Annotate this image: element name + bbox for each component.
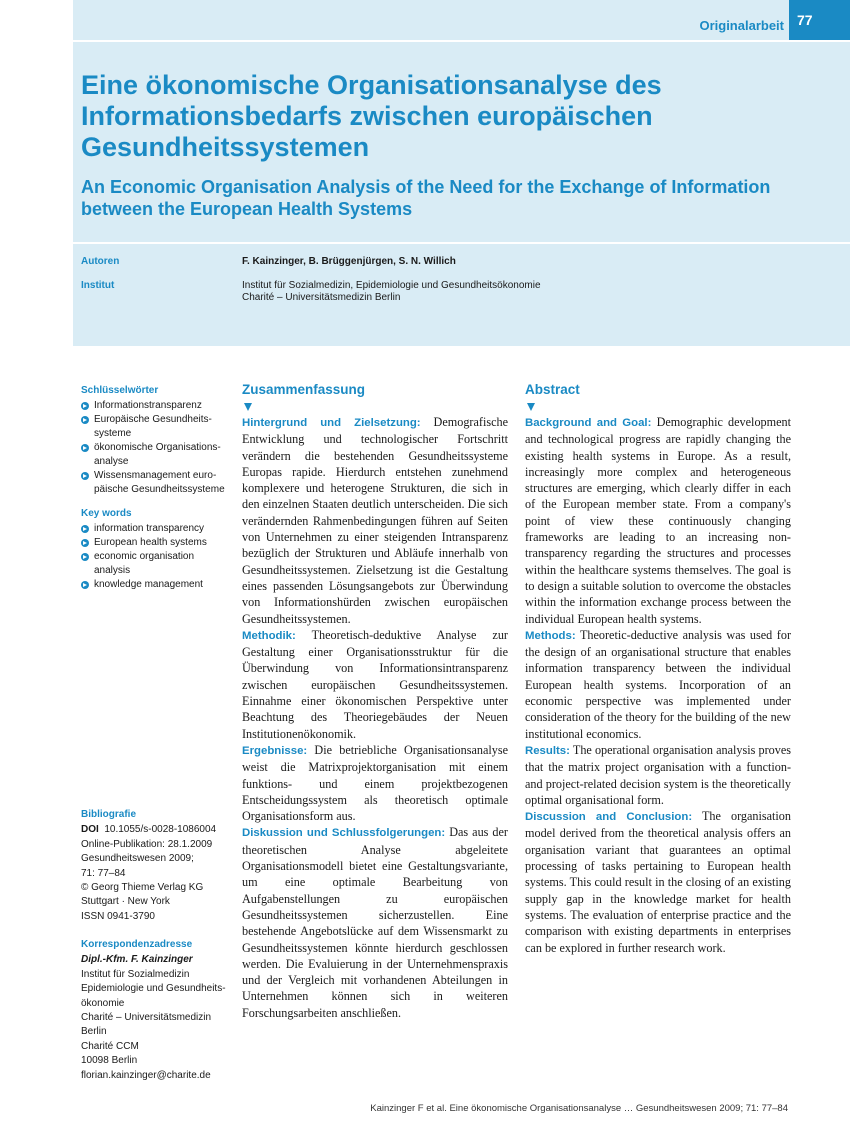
volume: 71: 77–84 [81,867,126,879]
section-text: Die betriebliche Organisationsanalyse weist die Matrixprojektorganisation mit einem funktions- und einem projektbezogenen Entscheidungssystem als theoretisch optimale Organisationsform aus. [242,742,508,824]
abstract-de-section [242,824,508,1021]
section-label: Background and Goal: [525,417,652,429]
header-divider [73,40,850,42]
triangle-marker-icon [244,403,252,411]
authors: F. Kainzinger, B. Brüggenjürgen, S. N. Willich [242,256,456,267]
triangle-marker-icon [527,403,535,411]
keyword-en: information transparency [81,522,229,536]
bibliography-heading: Bibliografie [81,809,137,820]
authors-label: Autoren [81,256,120,267]
title-english: An Economic Organisation Analysis of the Need for the Exchange of Information between the European Health Systems [81,177,771,219]
section-label: Diskussion und Schlussfolgerungen: [242,827,446,840]
meta-divider [73,242,850,244]
section-text: The organisation model derived from the theoretical analysis offers an organisation variant that guarantees an optimal processing of tasks pertaining to European health systems. This could result in the closing of an existing supply gap in the knowledge market for health systems. The evaluation of enterprise practice and the comparison with existing departments in enterprises can be explored in further research work. [525,809,791,955]
section-text: Theoretisch-deduktive Analyse zur Gestaltung einer Organisationsstruktur für die Überwindung von Informationsintransparenz zwischen europäischen Gesundheitssystemen. Einnahme einer ökonomischen Perspektive unter Beachtung des Theoriegebäudes der Neuen Institutionenökonomik. [242,627,508,741]
abstract-de-section [242,414,508,627]
section-label: Discussion and Conclusion: [525,811,693,824]
institute-line-1: Institut für Sozialmedizin, Epidemiologie und Gesundheitsökonomie [242,280,541,291]
section-label: Methods: [525,629,576,642]
keywords-en-heading: Key words [81,508,132,519]
keyword-en: knowledge management [81,578,229,592]
keywords-de-list [81,399,229,497]
abstract-english [525,381,791,956]
keyword-de: Europäische Gesundheits-systeme [81,413,229,441]
issn: ISSN 0941-3790 [81,910,155,922]
keywords-en-list [81,522,229,592]
keyword-en: European health systems [81,536,229,550]
abstract-en-section [525,808,791,956]
correspondence [81,938,231,1083]
section-text: The operational organisation analysis proves that the matrix project organisation with a function- and project-related decision system is the theoretically optimal organisational form. [525,742,791,807]
section-label: Ergebnisse: [242,744,308,757]
address-line: Charité – Universitätsmedizin Berlin [81,1012,212,1038]
section-label: Hintergrund und Zielsetzung: [242,417,421,429]
section-label: Methodik: [242,629,296,642]
abstract-de-section [242,742,508,824]
abstract-en-section [525,414,791,627]
institute-label: Institut [81,280,115,291]
keyword-de: ökonomische Organisations-analyse [81,441,229,469]
email-link[interactable]: florian.kainzinger@charite.de [81,1069,211,1081]
journal: Gesundheitswesen 2009; [81,853,194,865]
title-german: Eine ökonomische Organisationsanalyse des Informationsbedarfs zwischen europäischen Gesundheitssystemen [81,70,662,162]
bibliography [81,808,231,924]
section-text: Demographic development and technological progress are rapidly changing the existing health systems in Europe. As a result, increasingly more complex and heterogeneous structures are emerging, which clearly differ in each of the European member state. From a company's point of view these continuously changing frameworks are leading to an increasing non-transparency regarding the structures and processes within the healthcare systems themselves. The goal is to design a suitable solution to overcome the obstacles within the information exchange process between the individual European health systems. [525,415,792,626]
section-text: Theoretic-deductive analysis was used for the design of an organisational structure that enables information transparency between the individual European health systems. Incorporation of an economic perspective was implemented under consideration of the theory for the building of the new institutional economics. [525,627,791,741]
doi-label: DOI [81,824,99,836]
online-date: Online-Publikation: 28.1.2009 [81,838,213,850]
address-line: Epidemiologie und Gesundheits-ökonomie [81,983,226,1009]
keyword-de: Informationstransparenz [81,399,229,413]
correspondence-heading: Korrespondenzadresse [81,939,193,950]
keyword-de: Wissensmanagement euro-päische Gesundheitssysteme [81,469,229,497]
page-number: 77 [789,0,850,40]
correspondence-name: Dipl.-Kfm. F. Kainzinger [81,954,193,966]
abstract-en-section [525,627,791,742]
address-line: 10098 Berlin [81,1055,138,1067]
institute-line-2: Charité – Universitätsmedizin Berlin [242,292,401,303]
section-tag: Originalarbeit [699,18,784,33]
section-text: Demografische Entwicklung und technologischer Fortschritt verändern die bestehenden Gesundheitssysteme Europas rapide. Hierdurch entstehen zunehmend komplexere und heterogene Strukturen, die sich in den einzelnen Staaten deutlich unterscheiden. Die sich verändernden Rahmenbedingungen führen auf Seiten von Unternehmen zu einer steigenden Intransparenz bezüglich der Strukturen und Abläufe innerhalb von Gesundheitssystemen. Zielsetzung ist die Gestaltung eines passenden Lösungsangebots zur Überwindung von Informationshürden zwischen europäischen Gesundheitssystemen. [242,415,508,626]
address-line: Institut für Sozialmedizin [81,968,190,980]
abstract-german [242,381,508,1021]
abstract-en-heading: Abstract [525,382,580,397]
keywords-de-heading: Schlüsselwörter [81,385,159,396]
section-label: Results: [525,744,570,757]
page-footer: Kainzinger F et al. Eine ökonomische Organisationsanalyse … Gesundheitswesen 2009; 71: 77–84 [370,1103,788,1114]
section-text: Das aus der theoretischen Analyse abgeleitete Organisationsmodell bietet eine Gestaltungsvariante, um eine optimale Bearbeitung von Aufgabenstellungen zu europäischen Gesundheitssystemen sicherzustellen. Eine bestehende Angebotslücke auf dem Wissensmarkt zu Gesundheitssystemen könnte hierdurch geschlossen werden. Die Evaluierung in der Unternehmenspraxis und der Vergleich mit vorhandenen Abteilungen in Unternehmen können sich in weiteren Forschungsarbeiten anschließen. [242,825,508,1020]
keywords-column [81,384,229,592]
doi: 10.1055/s-0028-1086004 [104,824,217,836]
keyword-en: economic organisation analysis [81,550,229,578]
abstract-en-section [525,742,791,808]
address-line: Charité CCM [81,1040,139,1052]
header-band [73,0,850,346]
abstract-de-heading: Zusammenfassung [242,382,366,397]
abstract-de-section [242,627,508,742]
publisher-place: Stuttgart · New York [81,896,170,908]
copyright: © Georg Thieme Verlag KG [81,882,204,894]
